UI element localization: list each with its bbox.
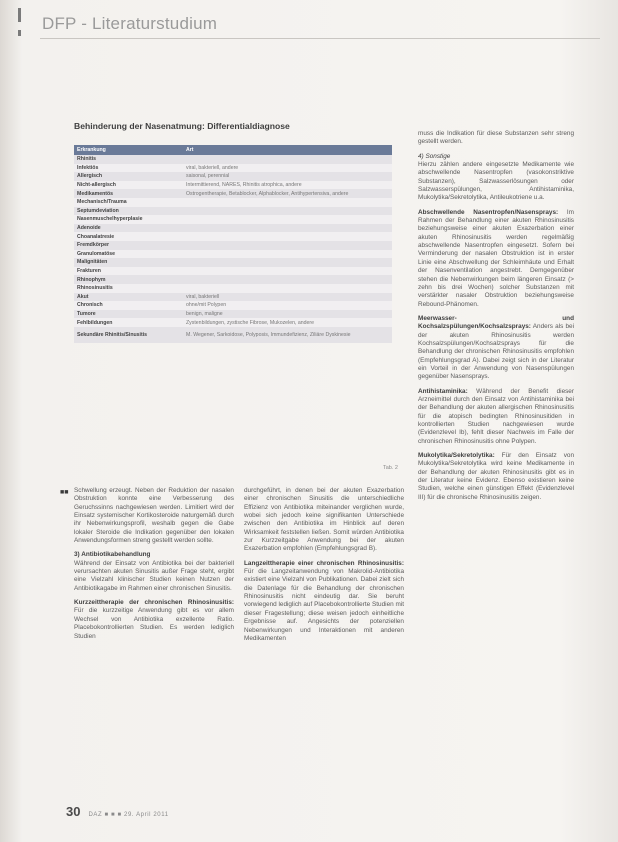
- paragraph: Anders als bei der akuten Rhinosinusitis werden Kochsalzspülungen/Kochsalzsprays für die Behandlung der chronischen Rhinosinusitis empfohlen (Empfehlungsgrad A). Dabei zeigt sich in der Literatur ein Vorteil in der Anwendung von Nasenspülungen gegenüber Nasensprays.: [418, 323, 574, 381]
- section-heading: 4) Sonstige: [418, 152, 451, 160]
- condition-cell: Adenoide: [77, 225, 101, 232]
- condition-cell: Frakturen: [77, 268, 101, 275]
- section-heading: Abschwellende Nasentropfen/Nasensprays:: [418, 208, 559, 216]
- type-cell: Östrogentherapie, Betablocker, Alphablocker, Antihypertensiva, andere: [186, 190, 349, 197]
- type-cell: ohne/mit Polypen: [186, 302, 227, 309]
- table-row: [74, 267, 392, 276]
- table-row: [74, 327, 392, 343]
- table-row: [74, 181, 392, 190]
- section-heading: 3) Antibiotikabehandlung: [74, 551, 151, 559]
- table-row: [74, 232, 392, 241]
- condition-cell: Rhinophym: [77, 276, 106, 283]
- table-row: [74, 224, 392, 233]
- condition-cell: Septumdeviation: [77, 207, 119, 214]
- section: [74, 551, 234, 593]
- section: [418, 153, 574, 203]
- differential-diagnosis-table: [74, 145, 392, 343]
- table-row: [74, 250, 392, 259]
- table-row: [74, 275, 392, 284]
- condition-cell: Allergisch: [77, 173, 103, 180]
- edge-mark-top: [18, 8, 21, 22]
- condition-cell: Akut: [77, 293, 89, 300]
- section-heading: Antihistaminika:: [418, 387, 468, 395]
- section: [418, 452, 574, 502]
- section: [418, 209, 574, 309]
- column-header: Art: [186, 147, 194, 153]
- page-footer: [66, 804, 169, 819]
- table-row: [74, 241, 392, 250]
- issue-info: DAZ ■ ■ ■ 29. April 2011: [88, 812, 169, 818]
- box-title: Behinderung der Nasenatmung: Differentialdiagnose: [74, 121, 290, 131]
- table-row: [74, 189, 392, 198]
- table-row: [74, 207, 392, 216]
- condition-cell: Medikamentös: [77, 190, 114, 197]
- condition-cell: Choanalatresie: [77, 233, 115, 240]
- paragraph: durchgeführt, in denen bei der akuten Exazerbation einer chronischen Sinusitis die unterschiedliche Effizienz von Antibiotika miteinander verglichen wurde, wobei sich jedoch keine signifikanten Unterschiede zwischen den Antibiotika im Hinblick auf deren Wirksamkeit feststellen ließen. Somit würden Antibiotika zur Kurzzeitgabe Anwendung bei der akuten Exazerbation empfohlen (Empfehlungsgrad B).: [244, 487, 404, 553]
- middle-column: [244, 487, 404, 649]
- table-row: [74, 155, 392, 164]
- condition-cell: Chronisch: [77, 302, 103, 309]
- condition-cell: Fremdkörper: [77, 242, 109, 249]
- condition-cell: Infektiös: [77, 164, 99, 171]
- table-row: [74, 172, 392, 181]
- column-header: Erkrankung: [77, 147, 106, 153]
- section-heading: Meerwasser- und Kochsalzspülungen/Kochsalzsprays:: [418, 314, 574, 331]
- type-cell: Intermittierend, NARES, Rhinitis atrophica, andere: [186, 182, 302, 189]
- type-cell: benign, maligne: [186, 310, 223, 317]
- condition-cell: Granulomatöse: [77, 250, 116, 257]
- right-column: [418, 130, 574, 508]
- section: [418, 388, 574, 446]
- table-row: [74, 215, 392, 224]
- type-cell: viral, bakteriell, andere: [186, 164, 239, 171]
- section-heading: Mukolytika/Sekretolytika:: [418, 452, 495, 460]
- condition-cell: Nicht-allergisch: [77, 182, 116, 189]
- type-cell: viral, bakteriell: [186, 293, 220, 300]
- table-row: [74, 293, 392, 302]
- table-row: [74, 258, 392, 267]
- paragraph: Hierzu zählen andere eingesetzte Medikamente wie abschwellende Nasentropfen (vasokonstriktive Substanzen), Salzwasserlösungen oder Salzwasserspülungen, Antihistaminika, Mukolytika/Sekretolytika, Antileukotriene u.a.: [418, 161, 574, 202]
- paragraph: Für die kurzzeitige Anwendung gibt es vor allem Wechsel von Antibiotika exzellente Ratio. Placebokontrollierten Studien. Es werden lediglich Studien: [74, 607, 234, 640]
- condition-cell: Nasenmuschelhyperplasie: [77, 216, 143, 223]
- header-divider: [40, 38, 600, 39]
- paragraph: Schwellung erzeugt. Neben der Reduktion der nasalen Obstruktion konnte eine Verbesserung des Geruchssinns nachgewiesen werden. Limitiert wird der Einsatz systemischer Kortikosteroide naturgemäß durch ihr Nebenwirkungsprofil, weshalb gegen die Gabe lokaler Steroide die Indikation gegenüber den lokalen Anwendungsformen streng gestellt werden sollte.: [74, 487, 234, 545]
- table-row: [74, 301, 392, 310]
- condition-cell: Sekundäre Rhinitis/Sinusitis: [77, 331, 148, 338]
- type-cell: M. Wegener, Sarkoidose, Polyposis, Immundefizienz, Ziliäre Dyskinesie: [186, 331, 351, 338]
- table-row: [74, 198, 392, 207]
- paragraph: muss die Indikation für diese Substanzen sehr streng gestellt werden.: [418, 130, 574, 146]
- table-row: [74, 310, 392, 319]
- condition-cell: Tumore: [77, 310, 96, 317]
- paragraph: Im Rahmen der Behandlung einer akuten Rhinosinusitis beziehungsweise einer akuten Exazerbation einer akuten Rhinosinusitis werden regelmäßig abschwellende Nasentropfen eingesetzt. Sofern bei Verminderung der nasalen Obstruktion ist in erster Linie eine Abschwellung der Schleimhäute und Erhalt der Nasenventilation angestrebt. Demgegenüber stehen die Nebenwirkungen beim längeren Einsatz (> zehn bis drei Wochen) solcher Substanzen mit verstärkter nasaler Obstruktion beziehungsweise Rebound-Phänomen.: [418, 208, 575, 308]
- table-caption: Tab. 2: [383, 465, 398, 471]
- paragraph: Während der Benefit dieser Arzneimittel durch den Einsatz von Antihistaminika bei der Behandlung der akuten allergischen Rhinosinusitis für die atopisch bedingten Rhinosinusitiden in kontrollierten Studien nachgewiesen wurde (Evidenzlevel Ib), fehlt dieser Nachweis im Falle der chronischen Rhinosinusitis ohne Polypen.: [418, 387, 574, 445]
- paragraph: Für die Langzeitanwendung von Makrolid-Antibiotika existiert eine Vielzahl von Publikationen. Dabei zielt sich die Datenlage für die Behandlung der chronischen Rhinosinusitis nicht eindeutig dar. Sie beruht vorwiegend lediglich auf Placebokontrollierte Studien mit dieser Fragestellung; diese weisen jedoch einheitliche Ergebnisse auf. Angesichts der potenziellen Nebenwirkungen und Interaktionen mit anderen Medikamenten: [244, 568, 404, 642]
- condition-cell: Rhinosinusitis: [77, 285, 113, 292]
- table-row: [74, 164, 392, 173]
- table-row: [74, 318, 392, 327]
- condition-cell: Rhinitis: [77, 156, 97, 163]
- section-heading: Langzeittherapie einer chronischen Rhinosinusitis:: [244, 559, 404, 567]
- section: [74, 599, 234, 641]
- type-cell: Zystenbildungen, zystische Fibrose, Mukozelen, andere: [186, 319, 315, 326]
- condition-cell: Malignitäten: [77, 259, 108, 266]
- paragraph: Für den Einsatz von Mukolytika/Sekretolytika wird keine Medikamente in der Behandlung der akuten Rhinosinusitis gibt es in der Literatur keine Evidenz. Ebenso existieren keine Studien, welche einen günstigen Effekt (Evidenzlevel III) für die chronische Rhinosinusitis zeigen.: [418, 452, 574, 501]
- type-cell: saisonal, perennial: [186, 173, 230, 180]
- header-title: DFP - Literaturstudium: [42, 14, 218, 33]
- article-start-marker: ■■: [60, 489, 69, 496]
- edge-mark-mid: [18, 30, 21, 36]
- left-column: [74, 487, 234, 647]
- page-number: 30: [66, 804, 81, 819]
- table-row: [74, 284, 392, 293]
- condition-cell: Fehlbildungen: [77, 319, 113, 326]
- section: [244, 560, 404, 643]
- section: [418, 315, 574, 382]
- table-header: [74, 145, 392, 155]
- section-heading: Kurzzeittherapie der chronischen Rhinosinusitis:: [74, 599, 234, 607]
- condition-cell: Mechanisch/Trauma: [77, 199, 127, 206]
- paragraph: Während der Einsatz von Antibiotika bei der bakteriell verursachten akuten Sinusitis außer Frage steht, ergibt eine Vielzahl klinischer Studien keinen Nutzen der Antibiotikagabe im Rahmen einer chronischen Sinusitis.: [74, 559, 234, 592]
